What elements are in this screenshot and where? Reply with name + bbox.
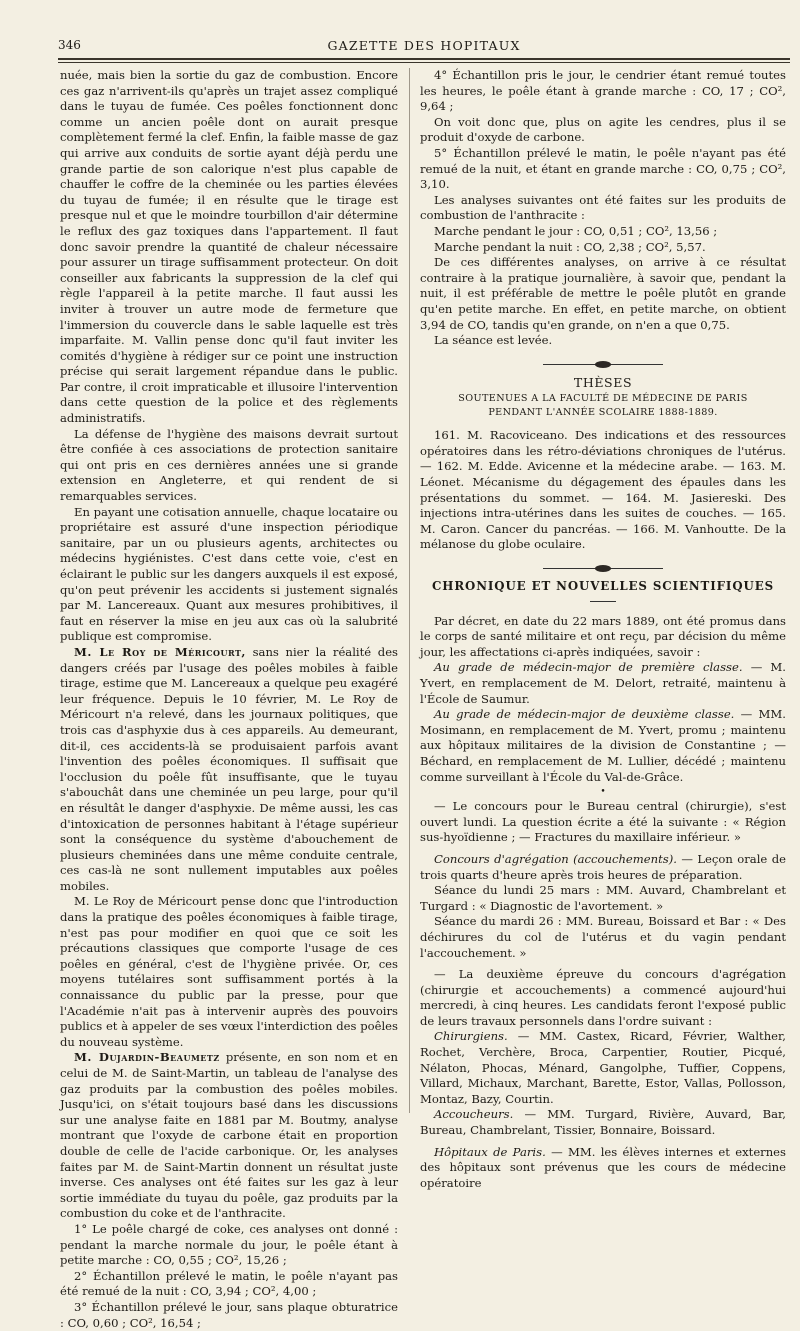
header-rule-thin — [58, 62, 790, 63]
short-rule — [590, 601, 616, 602]
left-column — [60, 68, 398, 1331]
paragraph: 2° Échantillon prélevé le matin, le poêle n'ayant pas été remué de la nuit : CO, 3,94 ; CO², 4,00 ; — [60, 1268, 398, 1299]
paragraph: Marche pendant la nuit : CO, 2,38 ; CO², 5,57. — [434, 239, 706, 254]
theses-list: 161. M. Racoviceano. Des indications et des ressources opératoires dans les rétro-déviations chroniques de l'utérus. — 162. M. Edde. Avicenne et la médecine arabe. — 163. M. Léonet. Mécanisme du dégagement des épaules dans les présentations du sommet. — 164. M. Jasiereski. Des injections intra-utérines dans les suites de couches. — 165. M. Caron. Cancer du pancréas. — 166. M. Vanhoutte. De la mélanose du globe oculaire. — [420, 428, 786, 552]
paragraph: La défense de l'hygiène des maisons devrait surtout être confiée à ces associations de protection sanitaire qui ont pris en ces dernières années une si grande extension en Angleterre, et qui rendent de si remarquables services. — [60, 426, 398, 504]
paragraph: 3° Échantillon prélevé le jour, sans plaque obturatrice : CO, 0,60 ; CO², 16,54 ; — [60, 1299, 398, 1330]
chronique-title: CHRONIQUE ET NOUVELLES SCIENTIFIQUES — [431, 579, 775, 594]
header-rule-thick — [58, 58, 790, 60]
paragraph: De ces différentes analyses, on arrive à ce résultat contraire à la pratique journalière, à savoir que, pendant la nuit, il est préférable de mettre le poêle plutôt en grande qu'en petite marche. En effet, en petite marche, on obtient 3,94 de CO, tandis qu'en grande, on n'en a que 0,75. — [420, 255, 786, 332]
theses-subtitle: PENDANT L'ANNÉE SCOLAIRE 1888-1889. — [488, 407, 718, 419]
paragraph: 1° Le poêle chargé de coke, ces analyses ont donné : pendant la marche normale du jour, le poêle étant à petite marche : CO, 0,55 ; CO², 15,26 ; — [60, 1221, 398, 1268]
paragraph: M. Dujardin-Beaumetz présente, en son nom et en celui de M. de Saint-Martin, un tableau de l'analyse des gaz produits par la combustion des poêles mobiles. Jusqu'ici, on s'était toujours basé dans les discussions sur une analyse faite en 1881 par M. Boutmy, analyse montrant que l'oxyde de carbone était en proportion double de celle de l'acide carbonique. Or, les analyses faites par M. de Saint-Martin donnent un résultat juste inverse. Ces analyses ont été faites sur les gaz à leur sortie immédiate du tuyau du poêle, gaz produits par la combustion du coke et de l'anthracite. — [60, 1050, 398, 1221]
page-header — [58, 38, 790, 58]
speaker-name: M. Dujardin-Beaumetz — [74, 1050, 220, 1065]
paragraph: Chirurgiens. — MM. Castex, Ricard, Février, Walther, Rochet, Verchère, Broca, Carpentier, Routier, Picqué, Nélaton, Phocas, Ménard, Gangolphe, Tuffier, Coppens, Villard, Michaux, Marchant, Barette, Estor, Vallas, Pollosson, Montaz, Bazy, Courtin. — [420, 1029, 786, 1106]
paragraph: — Le concours pour le Bureau central (chirurgie), s'est ouvert lundi. La question écrite a été la suivante : « Région sus-hyoïdienne ; — Fractures du maxillaire inférieur. » — [420, 799, 786, 845]
paragraph: Marche pendant le jour : CO, 0,51 ; CO², 13,56 ; — [434, 223, 718, 238]
journal-title: GAZETTE DES HOPITAUX — [327, 38, 521, 53]
paragraph: 5° Échantillon prélevé le matin, le poêle n'ayant pas été remué de la nuit, et étant en grande marche : CO, 0,75 ; CO², 3,10. — [420, 145, 786, 192]
theses-title: THÈSES — [573, 374, 633, 390]
right-column — [420, 68, 786, 1191]
paragraph: Accoucheurs. — MM. Turgard, Rivière, Auvard, Bar, Bureau, Chambrelant, Tissier, Bonnaire, Boissard. — [420, 1107, 786, 1138]
paragraph: M. Le Roy de Méricourt, sans nier la réalité des dangers créés par l'usage des poêles mobiles à faible tirage, estime que M. Lancereaux a quelque peu exagéré leur fréquence. Depuis le 10 février, M. Le Roy de Méricourt n'a relevé, dans les journaux politiques, que trois cas d'asphyxie dus à ces appareils. Au demeurant, dit-il, ces accidents-là se produisaient parfois avant l'invention des poêles économiques. Il suffisait que l'occlusion du poêle fût insuffisante, que le tuyau s'abouchât dans une cheminée un peu large, pour qu'il en résultât le danger d'asphyxie. De même aussi, les cas d'intoxication de personnes habitant à l'étage supérieur sont la conséquence du système d'abouchement de plusieurs cheminées dans une même conduite centrale, ces cas-là ne sont nullement imputables aux poêles mobiles. — [60, 644, 398, 893]
paragraph: Les analyses suivantes ont été faites sur les produits de combustion de l'anthracite : — [420, 192, 786, 223]
section-ornament — [543, 361, 663, 369]
section-ornament — [543, 565, 663, 573]
paragraph: Séance du lundi 25 mars : MM. Auvard, Chambrelant et Turgard : « Diagnostic de l'avortement. » — [420, 883, 786, 913]
paragraph: Au grade de médecin-major de deuxième classe. — MM. Mosimann, en remplacement de M. Yvert, promu ; maintenu aux hôpitaux militaires de la division de Constantine ; — Béchard, en remplacement de M. Lullier, décédé ; maintenu comme surveillant à l'École du Val-de-Grâce. — [420, 707, 786, 784]
paragraph: On voit donc que, plus on agite les cendres, plus il se produit d'oxyde de carbone. — [420, 114, 786, 145]
column-divider — [409, 68, 410, 1113]
page-number: 346 — [58, 38, 81, 52]
paragraph: nuée, mais bien la sortie du gaz de combustion. Encore ces gaz n'arrivent-ils qu'après un trajet assez compliqué dans le tuyau de fumée. Ces poêles fonctionnent donc comme un ancien poêle dont on aurait presque complètement fermé la clef. Enfin, la faible masse de gaz qui arrive aux conduits de sortie ayant déjà perdu une grande partie de son calorique n'est plus capable de chauffer le coffre de la cheminée ou les parties élevées du tuyau de fumée; il en résulte que le tirage est presque nul et que le moindre tourbillon d'air détermine le reflux des gaz toxiques dans l'appartement. Il faut donc savoir prendre la quantité de chaleur nécessaire pour assurer un tirage suffisamment protecteur. On doit conseiller aux fabricants la suppression de la clef qui règle l'appareil à la petite marche. Il faut aussi les inviter à trouver un autre mode de fermeture que l'immersion du couvercle dans le sable laquelle est très imparfaite. M. Vallin pense donc qu'il faut inviter les comités d'hygiène à rédiger sur ce point une instruction précise qui serait largement répandue dans le public. Par contre, il croit impraticable et illusoire l'intervention dans cette question de la police et des règlements administratifs. — [60, 68, 398, 426]
paragraph: 4° Échantillon pris le jour, le cendrier étant remué toutes les heures, le poêle étant à grande marche : CO, 17 ; CO², 9,64 ; — [420, 68, 786, 114]
paragraph: Concours d'agrégation (accouchements). — Leçon orale de trois quarts d'heure après trois heures de préparation. — [420, 851, 786, 882]
paragraph: Hôpitaux de Paris. — MM. les élèves internes et externes des hôpitaux sont prévenus que les cours de médecine opératoire — [420, 1144, 786, 1190]
paragraph: En payant une cotisation annuelle, chaque locataire ou propriétaire est assuré d'une inspection périodique sanitaire, par un ou plusieurs agents, architectes ou médecins hygiénistes. C'est dans cette voie, c'est en éclairant le public sur les dangers auxquels il est exposé, qu'on peut prévenir les accidents si justement signalés par M. Lancereaux. Quant aux mesures prohibitives, il faut en réserver la mise en jeu aux cas où la salubrité publique est compromise. — [60, 504, 398, 644]
paragraph: M. Le Roy de Méricourt pense donc que l'introduction dans la pratique des poêles économiques à faible tirage, n'est pas pour modifier en quoi que ce soit les précautions classiques que comporte l'usage de ces poêles en général, c'est de l'hygiène privée. Or, ces moyens tutélaires sont suffisamment portés à la connaissance du public par la presse, pour que l'Académie n'ait pas à intervenir auprès des pouvoirs publics et à appeler de ses vœux l'interdiction des poêles du nouveau système. — [60, 894, 398, 1049]
paragraph: Au grade de médecin-major de première classe. — M. Yvert, en remplacement de M. Delort, retraité, maintenu à l'École de Saumur. — [420, 660, 786, 706]
paragraph: Séance du mardi 26 : MM. Bureau, Boissard et Bar : « Des déchirures du col de l'utérus et du vagin pendant l'accouchement. » — [420, 914, 786, 960]
paragraph: La séance est levée. — [434, 333, 553, 348]
bullet-separator: • — [600, 787, 606, 798]
speaker-name: M. Le Roy de Méricourt, — [74, 644, 246, 659]
paragraph: — La deuxième épreuve du concours d'agrégation (chirurgie et accouchements) a commencé aujourd'hui mercredi, à cinq heures. Les candidats feront l'exposé public de leurs travaux personnels dans l'ordre suivant : — [420, 967, 786, 1028]
paragraph: Par décret, en date du 22 mars 1889, ont été promus dans le corps de santé militaire et ont reçu, par décision du même jour, les affectations ci-après indiquées, savoir : — [420, 613, 786, 659]
theses-subtitle: SOUTENUES A LA FACULTÉ DE MÉDECINE DE PARIS — [458, 393, 748, 405]
